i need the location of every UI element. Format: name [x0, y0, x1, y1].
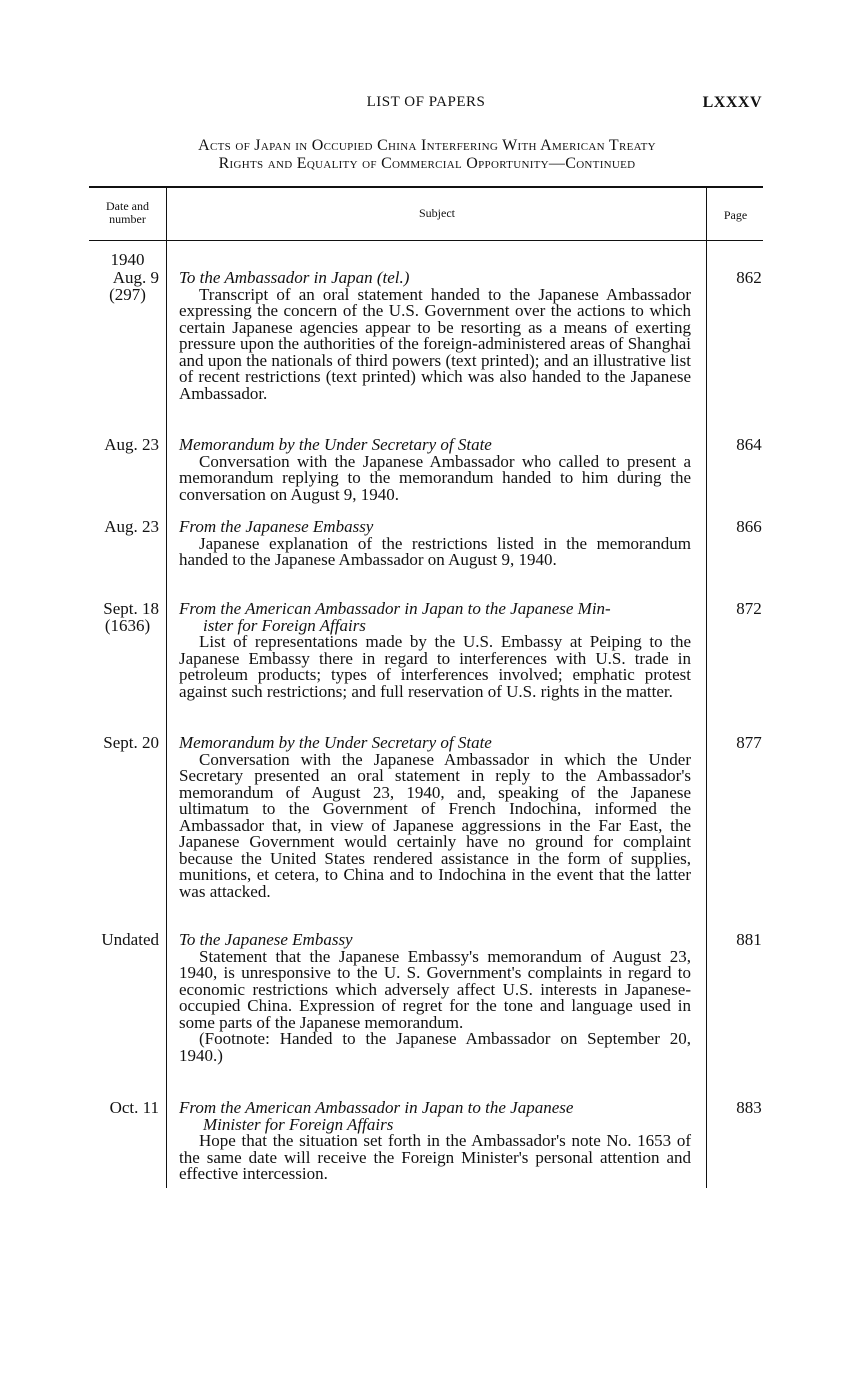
column-divider-page [706, 188, 707, 1188]
entry-heading-line1: From the American Ambassador in Japan to the Japanese [179, 1098, 574, 1117]
table-top-rule [89, 186, 763, 188]
column-divider-date [166, 188, 167, 1188]
entry-date: Oct. 11 [109, 1098, 159, 1117]
column-header-page: Page [723, 208, 748, 222]
entry-page: 872 [736, 599, 762, 618]
entry-subject [179, 437, 691, 503]
entry-heading: Memorandum by the Under Secretary of State [179, 733, 492, 752]
entry-heading: Memorandum by the Under Secretary of State [179, 435, 492, 454]
entry-page: 862 [736, 268, 762, 287]
section-title [90, 137, 764, 173]
entry-subject [179, 519, 691, 569]
entry-page: 883 [736, 1098, 762, 1117]
entry-heading-line2: Minister for Foreign Affairs [203, 1114, 394, 1134]
entry-date: Undated [101, 930, 159, 949]
entry-body: List of representations made by the U.S. Embassy at Peiping to the Japanese Embassy there in regard to interferences with U.S. trade in petroleum products; types of interferences involved; emphatic protest against such restrictions; and full reservation of U.S. rights in the matter. [179, 632, 691, 701]
entry-subject [179, 1100, 691, 1183]
entry-date-text: Aug. 9 [112, 268, 159, 287]
entry-heading: To the Ambassador in Japan (tel.) [179, 268, 410, 287]
entry-date: Sept. 20 [103, 733, 159, 752]
entry-subject [179, 735, 691, 900]
entry-subject [179, 270, 691, 402]
entry-heading [179, 1100, 691, 1133]
entry-date: Sept. 18 [103, 599, 159, 618]
section-title-line1: Acts of Japan in Occupied China Interfering With American Treaty [198, 137, 656, 154]
column-header-subject: Subject [419, 206, 455, 220]
entry-heading-line2: ister for Foreign Affairs [203, 615, 366, 635]
entry-page: 864 [736, 435, 762, 454]
entry-body: Conversation with the Japanese Ambassador who called to present a memorandum replying to the memorandum handed to him during the conversation on August 9, 1940. [179, 451, 691, 504]
entry-date: Aug. 23 [104, 517, 159, 536]
entry-body: Statement that the Japanese Embassy's memorandum of August 23, 1940, is unresponsive to the U. S. Government's complaints in regard to economic restrictions which adversely affect U.S. interests in Japanese-occupied China. Expression of regret for the tone and language used in some parts of the Japanese memorandum. [179, 946, 691, 1032]
column-header-date-line1: Date and [106, 199, 149, 213]
entry-heading [179, 601, 691, 634]
column-header-date-line2: number [109, 212, 146, 226]
entry-footnote: (Footnote: Handed to the Japanese Ambassador on September 20, 1940.) [179, 1029, 691, 1065]
entry-heading-line1: From the American Ambassador in Japan to the Japanese Min- [179, 599, 611, 618]
entry-body: Japanese explanation of the restrictions listed in the memorandum handed to the Japanese Ambassador on August 9, 1940. [179, 533, 691, 569]
entry-subject [179, 601, 691, 700]
entry-number: (1636) [104, 616, 151, 635]
entry-page: 881 [736, 930, 762, 949]
entry-heading: From the Japanese Embassy [179, 517, 374, 536]
entry-body: Hope that the situation set forth in the Ambassador's note No. 1653 of the same date will receive the Foreign Minister's personal attention and effective intercession. [179, 1131, 691, 1183]
entry-body: Transcript of an oral statement handed to the Japanese Ambassador expressing the concern of the U.S. Government over the actions to which certain Japanese agencies appear to be resorting as a means of exerting pressure upon the authorities of the foreign-administered areas of Shanghai and upon the nationals of third powers (text printed); and an illustrative list of recent restrictions (text printed) which was also handed to the Japanese Ambassador. [179, 284, 691, 403]
column-header-date [89, 200, 166, 226]
entry-date: Aug. 23 [104, 435, 159, 454]
entry-subject [179, 932, 691, 1064]
running-head [90, 94, 762, 114]
entry-number: (297) [109, 285, 146, 304]
year-label: 1940 [110, 250, 145, 269]
entry-heading: To the Japanese Embassy [179, 930, 353, 949]
running-head-title: LIST OF PAPERS [366, 94, 486, 110]
entry-page: 866 [736, 517, 762, 536]
section-title-line2: Rights and Equality of Commercial Opportunity—Continued [218, 155, 636, 172]
table-header-rule [89, 240, 763, 241]
page-numeral: LXXXV [702, 94, 762, 111]
entry-page: 877 [736, 733, 762, 752]
entry-body: Conversation with the Japanese Ambassador in which the Under Secretary presented an oral statement in reply to the Ambassador's memorandum of August 23, 1940, and, speaking of the Japanese ultimatum to the Government of French Indochina, informed the Ambassador that, in view of Japanese aggressions in the Far East, the Japanese Government would certainly have no ground for complaint because the United States rendered assistance in the form of supplies, munitions, et cetera, to China and to Indochina in the event that the latter was attacked. [179, 749, 691, 901]
